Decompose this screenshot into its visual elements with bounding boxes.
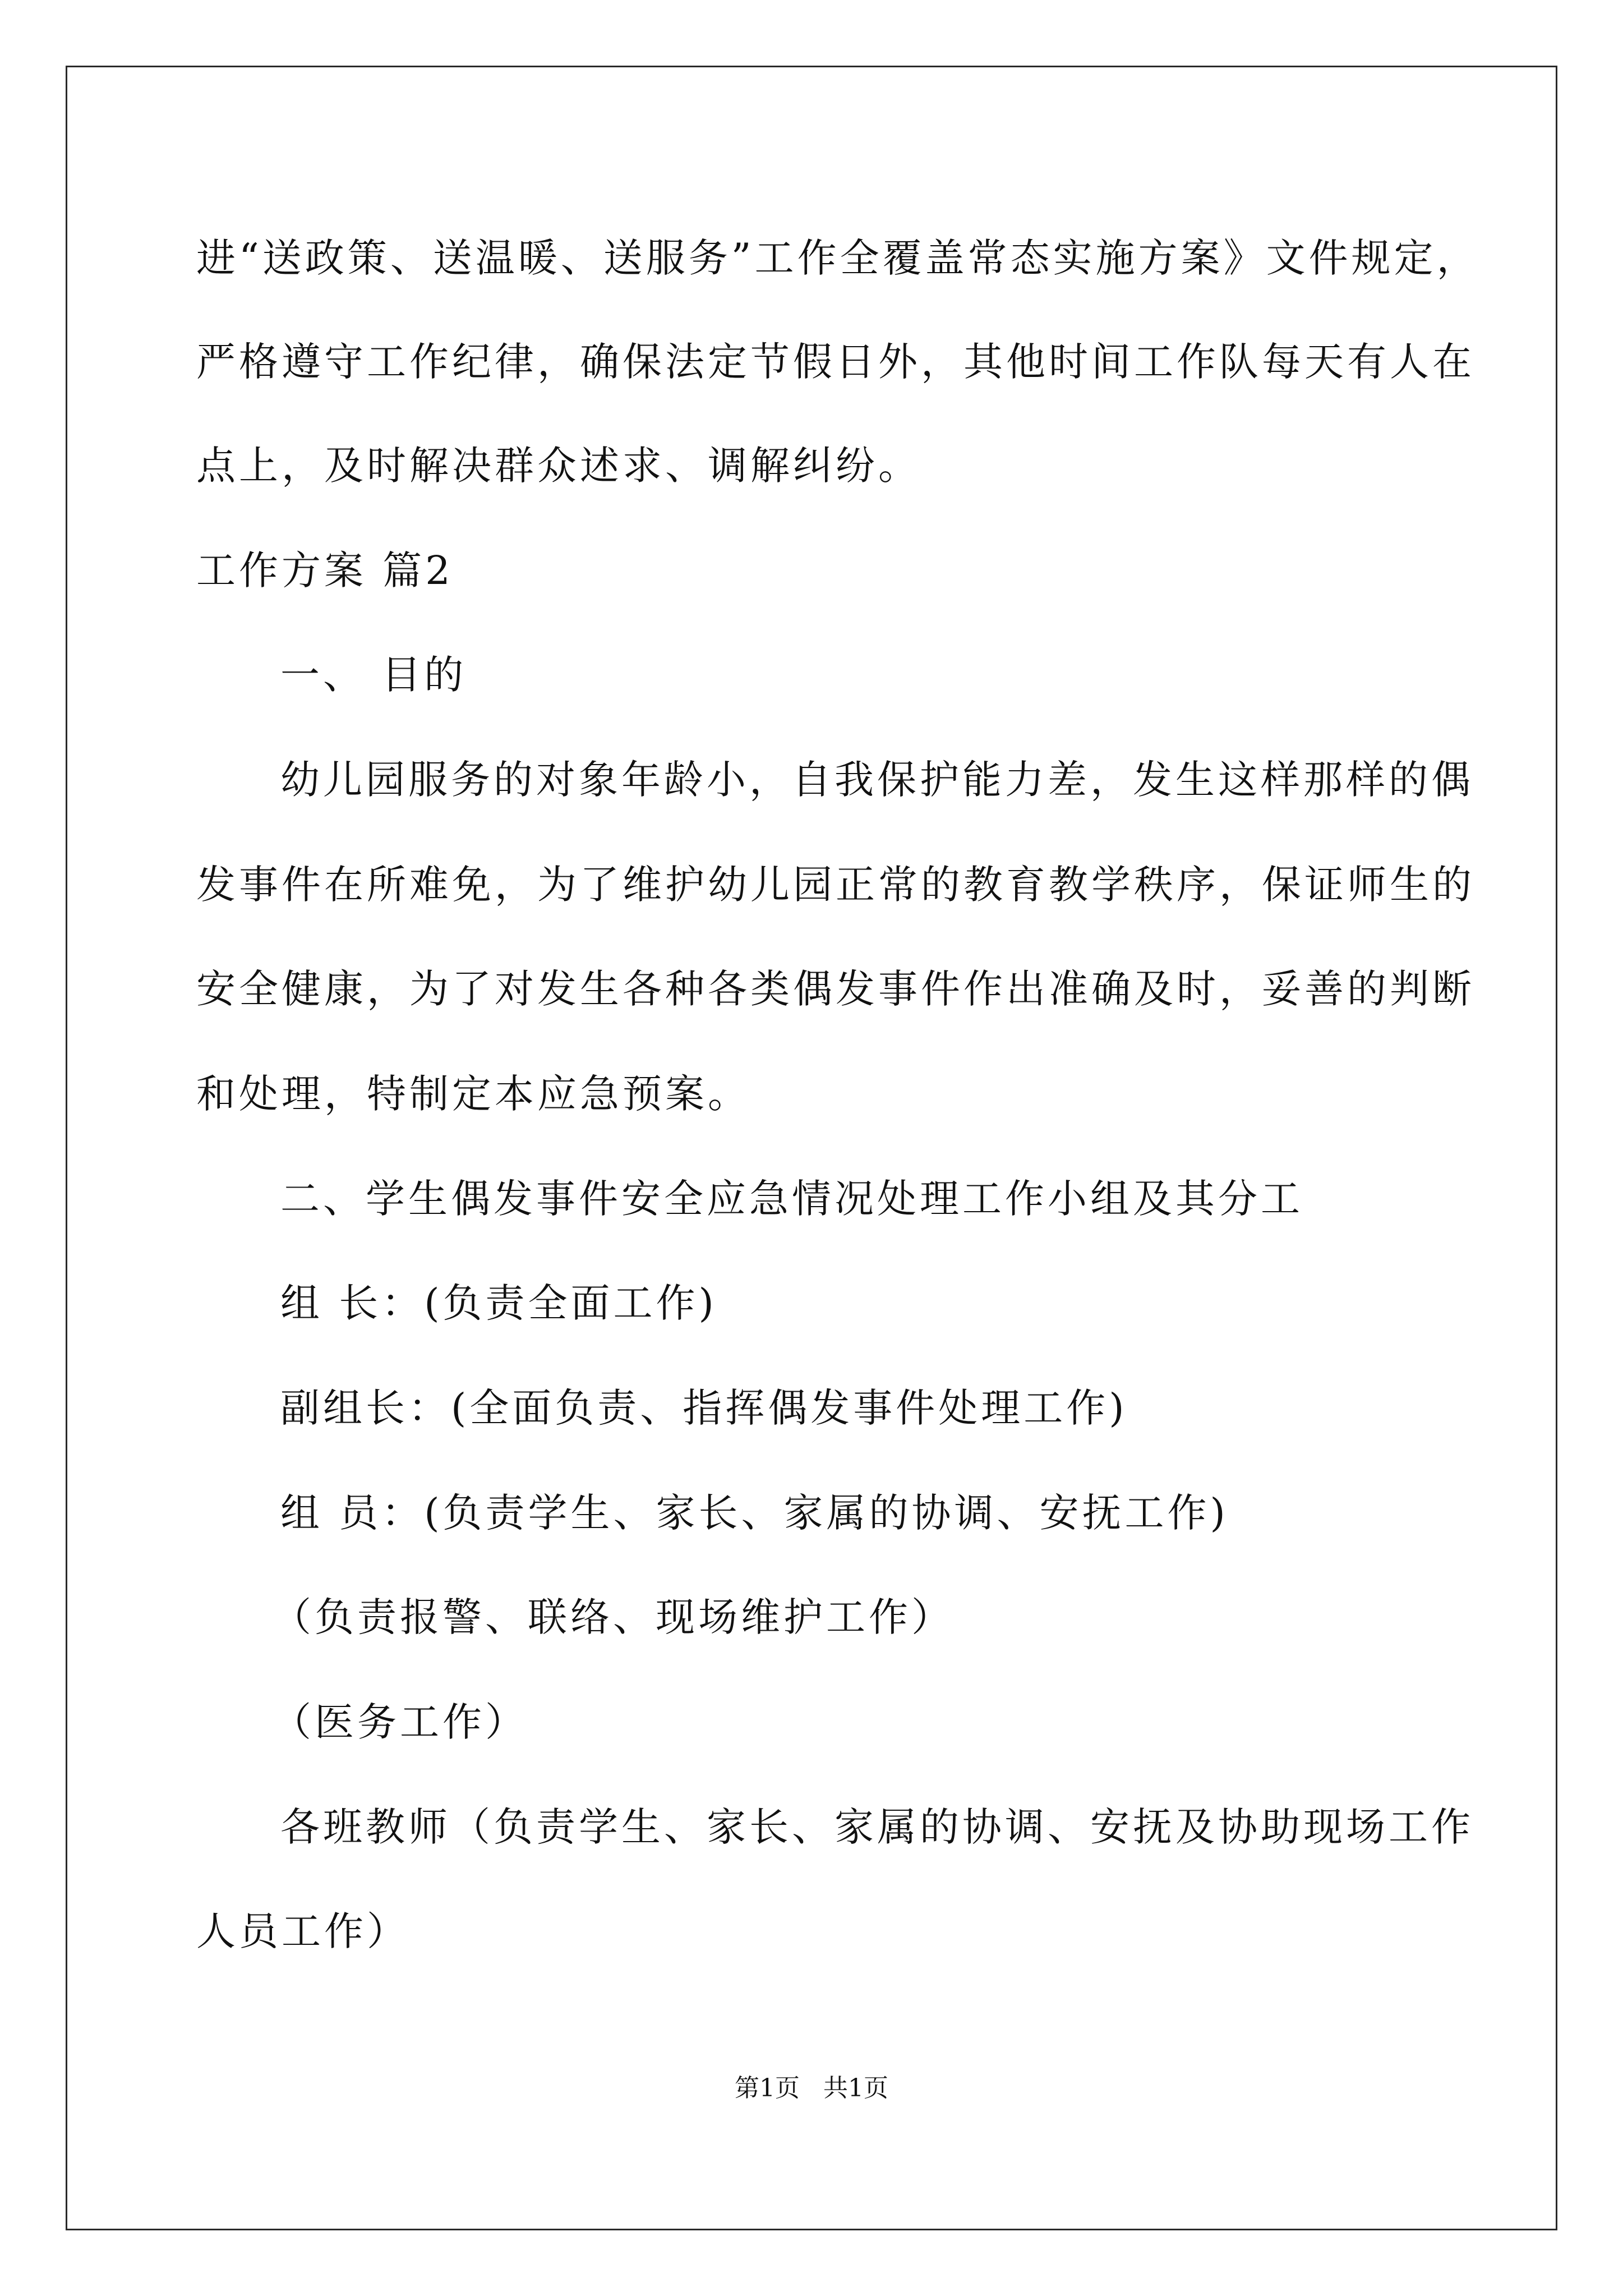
role-line: （医务工作） xyxy=(272,1699,528,1745)
role-line: 组 员：(负责学生、家长、家属的协调、安抚工作) xyxy=(280,1490,1229,1536)
paragraph-line: 安全健康，为了对发生各种各类偶发事件作出准确及时，妥善的判断 xyxy=(196,966,1475,1012)
paragraph-line: 进“送政策、送温暖、送服务”工作全覆盖常态实施方案》文件规定， xyxy=(196,235,1479,281)
section-heading: 工作方案 篇2 xyxy=(196,547,454,593)
role-line: 组 长：(负责全面工作) xyxy=(280,1280,717,1326)
paragraph-line: 严格遵守工作纪律，确保法定节假日外，其他时间工作队每天有人在 xyxy=(196,339,1475,385)
paragraph-line: 各班教师（负责学生、家长、家属的协调、安抚及协助现场工作 xyxy=(280,1804,1474,1850)
paragraph-line: 发事件在所难免，为了维护幼儿园正常的教育教学秩序，保证师生的 xyxy=(196,862,1475,908)
subsection-heading: 二、学生偶发事件安全应急情况处理工作小组及其分工 xyxy=(280,1176,1303,1222)
page-number-footer: 第1页 共1页 xyxy=(735,2074,888,2102)
paragraph-line: 点上，及时解决群众述求、调解纠纷。 xyxy=(196,443,921,489)
paragraph-line: 和处理，特制定本应急预案。 xyxy=(196,1071,750,1117)
subsection-heading: 一、 目的 xyxy=(280,652,467,698)
paragraph-line: 幼儿园服务的对象年龄小，自我保护能力差，发生这样那样的偶 xyxy=(280,757,1474,803)
role-line: （负责报警、联络、现场维护工作） xyxy=(272,1594,954,1640)
paragraph-line: 人员工作） xyxy=(196,1908,409,1954)
role-line: 副组长：(全面负责、指挥偶发事件处理工作) xyxy=(280,1385,1128,1431)
